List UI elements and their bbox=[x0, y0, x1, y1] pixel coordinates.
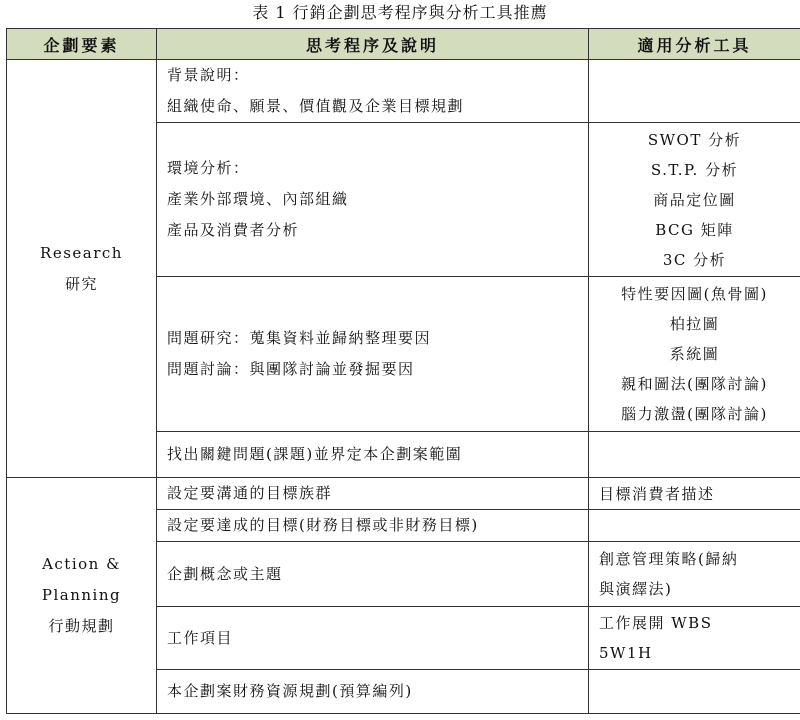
table-row bbox=[7, 478, 800, 510]
tool-cell bbox=[589, 123, 800, 277]
header-process: 思考程序及說明 bbox=[157, 29, 589, 60]
tool-cell bbox=[589, 670, 800, 714]
tool-line: 系統圖 bbox=[669, 345, 720, 363]
process-line: 本企劃案財務資源規劃(預算編列) bbox=[167, 682, 413, 700]
element-label: 研究 bbox=[64, 274, 98, 293]
process-cell bbox=[157, 123, 589, 277]
process-cell bbox=[157, 60, 589, 123]
tool-line: BCG 矩陣 bbox=[655, 220, 734, 239]
element-label: Planning bbox=[41, 586, 122, 604]
element-label: Action & bbox=[42, 555, 121, 573]
process-line: 找出關鍵問題(課題)並界定本企劃案範圍 bbox=[167, 445, 463, 463]
process-line: 產業外部環境、內部組織 bbox=[167, 190, 349, 208]
header-element: 企劃要素 bbox=[7, 29, 157, 60]
tool-line: 目標消費者描述 bbox=[599, 484, 715, 503]
tool-cell bbox=[589, 542, 800, 607]
planning-table bbox=[6, 28, 800, 714]
process-cell bbox=[157, 478, 589, 510]
tool-cell bbox=[589, 60, 800, 123]
tool-line: 柏拉圖 bbox=[669, 315, 720, 333]
tool-line: 創意管理策略(歸納 bbox=[599, 550, 739, 568]
tool-line: 腦力激盪(團隊討論) bbox=[621, 405, 768, 423]
table-row bbox=[7, 60, 800, 123]
process-cell bbox=[157, 670, 589, 714]
header-row bbox=[7, 29, 800, 60]
process-line: 問題研究：蒐集資料並歸納整理要因 bbox=[167, 329, 432, 347]
element-cell-action-planning bbox=[7, 478, 157, 714]
element-label: Research bbox=[40, 243, 123, 262]
process-cell bbox=[157, 432, 589, 478]
tool-cell bbox=[589, 510, 800, 542]
element-label: 行動規劃 bbox=[48, 617, 115, 635]
tool-line: 與演繹法) bbox=[599, 580, 673, 598]
tool-line: SWOT 分析 bbox=[647, 130, 742, 149]
process-cell bbox=[157, 510, 589, 542]
tool-line: 商品定位圖 bbox=[653, 190, 736, 209]
tool-cell bbox=[589, 607, 800, 670]
process-cell bbox=[157, 607, 589, 670]
process-line: 設定要達成的目標(財務目標或非財務目標) bbox=[167, 516, 479, 534]
tool-line: 親和圖法(團隊討論) bbox=[621, 375, 768, 393]
tool-line: S.T.P. 分析 bbox=[650, 160, 739, 179]
table-caption: 表 1 行銷企劃思考程序與分析工具推薦 bbox=[252, 3, 548, 22]
process-line: 工作項目 bbox=[167, 628, 234, 647]
process-line: 組織使命、願景、價值觀及企業目標規劃 bbox=[167, 97, 465, 115]
tool-line: 特性要因圖(魚骨圖) bbox=[621, 285, 768, 303]
tool-line: 5W1H bbox=[599, 644, 653, 662]
header-tools: 適用分析工具 bbox=[589, 29, 800, 60]
process-line: 設定要溝通的目標族群 bbox=[167, 484, 333, 502]
tool-line: 工作展開 WBS bbox=[599, 614, 713, 632]
process-line: 問題討論：與團隊討論並發掘要因 bbox=[167, 360, 415, 378]
process-line: 背景說明： bbox=[167, 66, 250, 84]
tool-cell bbox=[589, 478, 800, 510]
process-line: 企劃概念或主題 bbox=[167, 564, 283, 583]
tool-line: 3C 分析 bbox=[662, 250, 727, 269]
process-line: 產品及消費者分析 bbox=[167, 221, 300, 239]
element-cell-research bbox=[7, 60, 157, 478]
tool-cell bbox=[589, 432, 800, 478]
process-cell bbox=[157, 542, 589, 607]
tool-cell bbox=[589, 277, 800, 432]
process-line: 環境分析： bbox=[167, 159, 250, 177]
process-cell bbox=[157, 277, 589, 432]
